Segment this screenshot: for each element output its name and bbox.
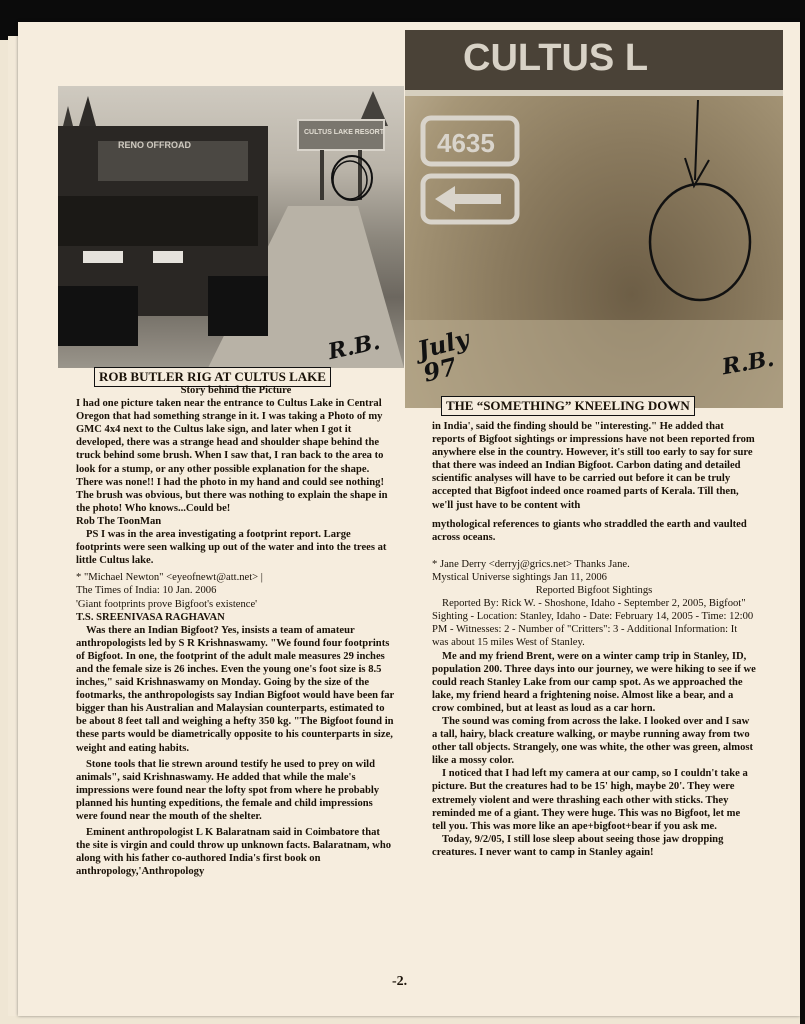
article-para-2: Stone tools that lie strewn around testify he used to prey on wild animals", said Krishnaswamy. He added that while the male's impressions were found near the lofty spot from where he probably planned his hunting expeditions, the female and child impressions were found near the mouth of the shelter.: [76, 758, 380, 822]
email-line: * "Michael Newton" <eyeofnewt@att.net> |: [76, 572, 263, 584]
truck-banner-text: RENO OFFROAD: [118, 140, 191, 150]
left-photo-caption: ROB BUTLER RIG AT CULTUS LAKE: [94, 367, 331, 387]
left-column: [76, 384, 396, 878]
cultus-sign-text: CULTUS LAKE RESORT: [304, 129, 384, 136]
article-headline: 'Giant footprints prove Bigfoot's existence': [76, 598, 258, 610]
continued-text-2: mythological references to giants who straddled the earth and vaulted across oceans.: [432, 518, 747, 543]
ps-text: PS I was in the area investigating a footprint report. Large footprints were seen walking up out of the water and into the trees at little Cultus lake.: [76, 529, 387, 567]
page-number: -2.: [392, 974, 408, 989]
sighting-para-4: Today, 9/2/05, I still lose sleep about seeing those jaw dropping creatures. I never want to camp in Stanley again!: [432, 833, 724, 858]
mystical-source: Mystical Universe sightings Jan 11, 2006: [432, 571, 607, 583]
handdrawn-circle: [650, 184, 750, 300]
left-arrow-icon: [435, 186, 501, 212]
initials-right: R.B.: [720, 345, 777, 381]
truck-photo: [58, 86, 404, 368]
article-para-1: Was there an Indian Bigfoot? Yes, insists a team of amateur anthropologists led by S R Krishnaswamy. "We found four footprints of Bigfoot. In one, the footprint of the adult male measures 29 inches and the female size is 26 inches. Even the young one's foot size is 8.5 inches," said Krishnaswamy on Monday. Going by the size of the footmarks, the anthropologists say Indian Bigfoot would have been far bigger than his Australian and Malaysian counterparts, estimated to be about 8 feet tall and weighing a hefty 350 kg. "The Bigfoot found in these parts would be diametrically opposite to his counterparts in size, weight and eating habits.: [76, 624, 395, 754]
road-number: 4635: [437, 128, 495, 158]
times-source: The Times of India: 10 Jan. 2006: [76, 585, 217, 597]
sighting-para-2: The sound was coming from across the lake. I looked over and I saw a tall, hairy, black creature walking, or maybe running away from two other tall objects. Strangely, one was white, the other was green, almost like a mossy color.: [432, 715, 754, 767]
initials-left: R.B.: [325, 328, 383, 366]
right-photo-caption: THE “SOMETHING” KNEELING DOWN: [441, 396, 695, 416]
sighting-para-1: Me and my friend Brent, were on a winter camp trip in Stanley, ID, population 200. Three days into our journey, we were hiking to see if we could reach Stanley Lake from our camp spot. As we approached the lake, my friend heard a frightening noise. Almost like a bear, and a crow combined, but at least as loud as a car horn.: [432, 650, 756, 714]
continued-text: in India', said the finding should be "interesting." He added that reports of Bigfoot sightings or impressions have not been reported from anywhere else in the country. However, it's still too early to say for sure that there was indeed an Indian Bigfoot. Carbon dating and detailed scientific analyses will have to be carried out before it can be truly accepted that Bigfoot indeed once roamed parts of Kerala. Till then, we'll just have to be content with: [432, 421, 755, 511]
handwritten-date: July 97: [414, 323, 472, 388]
signature: Rob The ToonMan: [76, 515, 162, 527]
story-text: I had one picture taken near the entrance to Cultus Lake in Central Oregon that had something strange in it. I was taking a Photo of my GMC 4x4 next to the Cultus lake sign, and later when I got it developed, there was a strange head and shoulder shape behind the truck behind some brush. When I saw that, I ran back to the area to look for a stump, or any other possible explanation for the shape. There was none!! I had the photo in my hand and could see nothing! The brush was obvious, but there was nothing to explain the shape in the photo! Who knows...Could be!: [76, 398, 388, 514]
article-para-3: Eminent anthropologist L K Balaratnam said in Coimbatore that the site is virgin and could throw up unknown facts. Balaratnam, who along with his father co-authored India's first book on anthropology,'Anthropology: [76, 827, 392, 878]
sign-top-text: CULTUS L: [463, 37, 649, 79]
handdrawn-arrow-icon: [685, 158, 709, 186]
report-text: Reported By: Rick W. - Shoshone, Idaho - September 2, 2005, Bigfoot" Sighting - Location: Stanley, Idaho - Date: February 14, 2005 - Time: 12:00 PM - Witnesses: 2 - Number of "Critters": 3 - Additional Information: It was about 15 miles West of Stanley.: [432, 598, 754, 649]
sighting-para-3: I noticed that I had left my camera at our camp, so I couldn't take a picture. But the creatures had to be 15' high, maybe 20'. They were extremely violent and were thrashing each other with sticks. They reminded me of a giant. They were huge. This was no Bigfoot, let me tell you. This was more like an ape+bigfoot+bear if you ask me.: [432, 768, 748, 832]
right-column: [432, 420, 756, 859]
sightings-heading: Reported Bigfoot Sightings: [535, 585, 653, 597]
byline: T.S. SREENIVASA RAGHAVAN: [76, 611, 225, 623]
story-heading: Story behind the Picture: [180, 385, 292, 396]
truck-photo-drawing: [58, 86, 404, 368]
thanks-line: * Jane Derry <derryj@grics.net> Thanks Jane.: [432, 558, 630, 570]
